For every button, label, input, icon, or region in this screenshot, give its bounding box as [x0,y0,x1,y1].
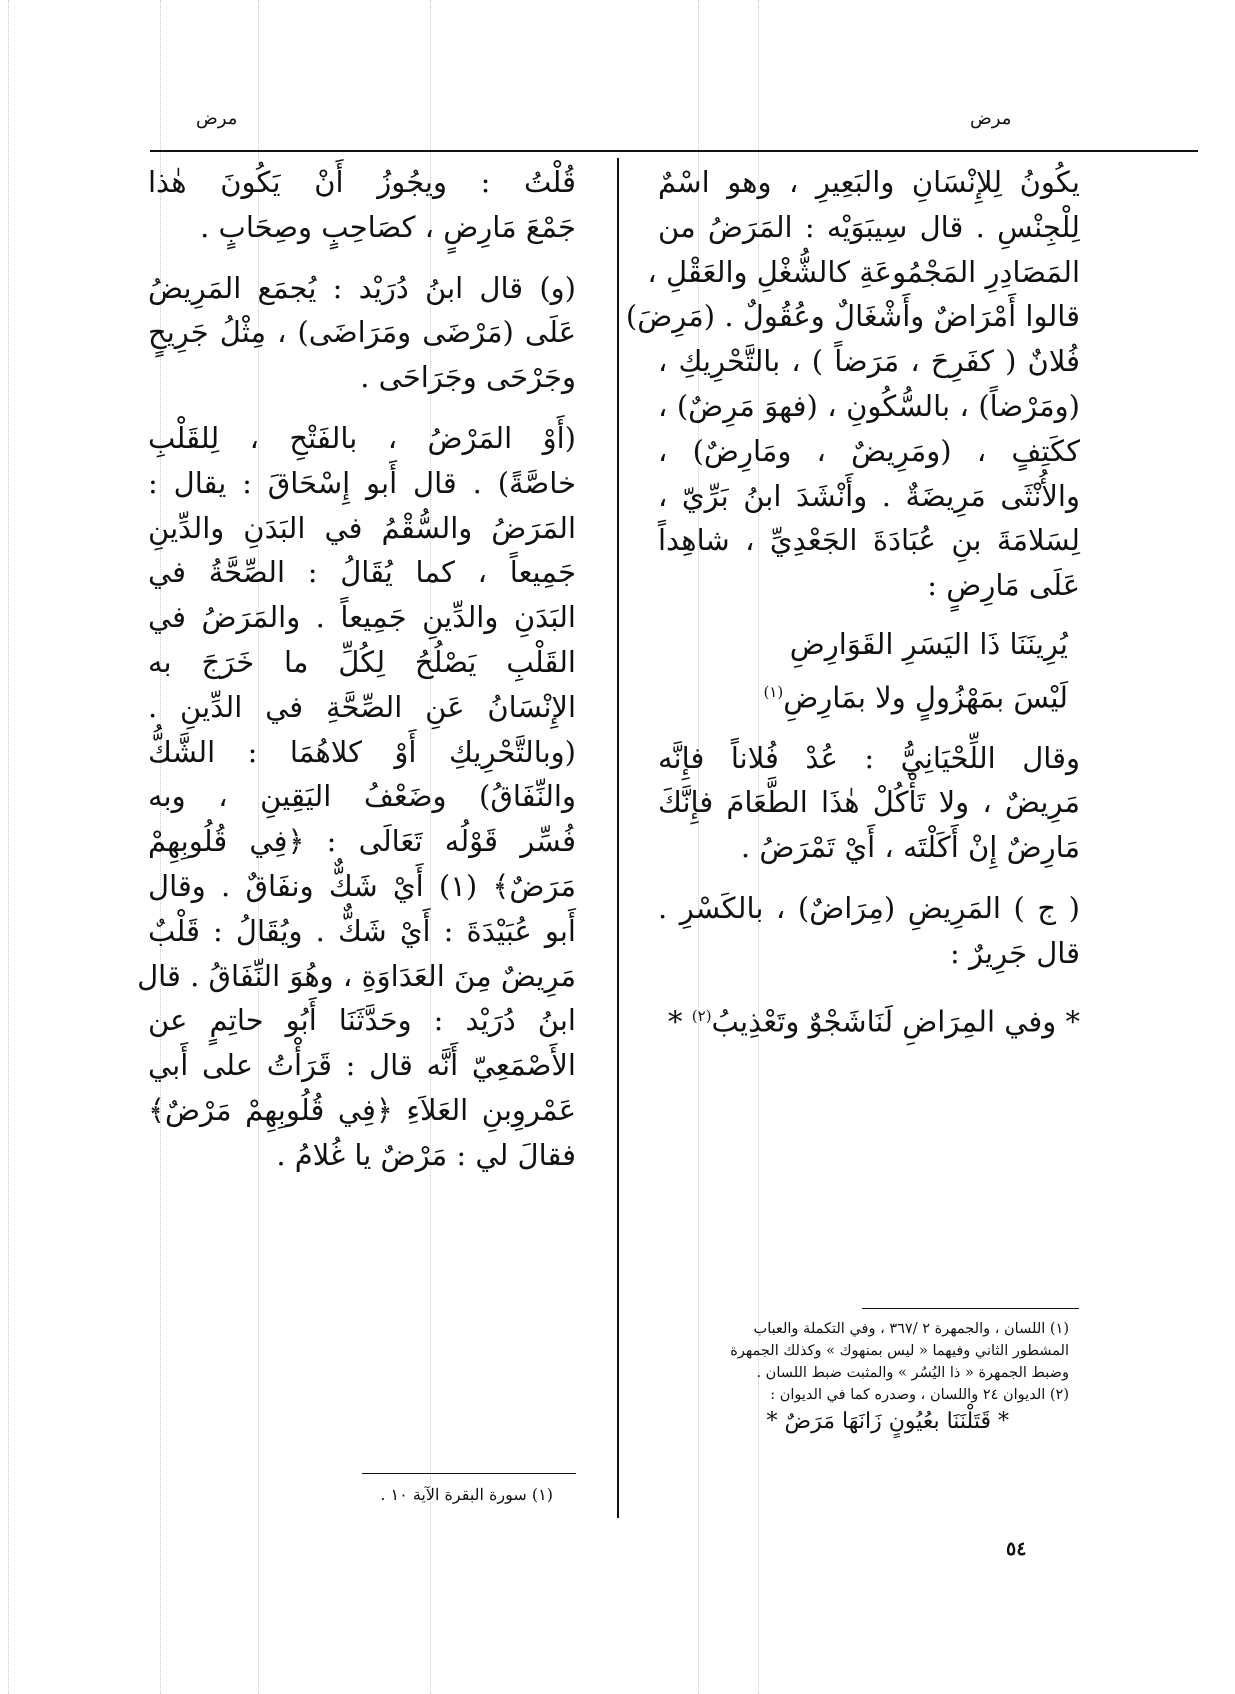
footnote-marker: (٢) [691,1006,712,1025]
text-line: قال جَرِيرٌ : [950,935,1080,970]
text-line: المَصَادِرِ المَجْمُوعَةِ كالشُّغْلِ والعَقْلِ ، [647,254,1080,289]
text-line: (و) قال ابنُ دُرَيْد : يُجمَع المَرِيضُ [148,270,576,305]
text-line: خاصَّةً) . قال أَبو إِسْحَاقَ : يقال : [148,465,576,500]
text-line: مَرِيضٌ مِنَ العَدَاوَةِ ، وهُوَ النِّفَاقُ . قال [137,958,576,993]
header-title-right: مرض [970,108,1012,129]
header-rule [150,150,1198,152]
text-line: عَلَى (مَرْضَى ومَرَاضَى) ، مِثْلُ جَرِيحٍ [148,315,576,350]
footnote-verse: * قَتَلْنَنَا بعُيُونٍ زَانَهَا مَرَضٌ * [766,1409,1009,1434]
header-title-left: مرض [196,108,238,129]
text-line: (وبالتَّحْرِيكِ أَوْ كلاهُمَا : الشَّكُّ [148,734,576,769]
poetry-quote [658,994,1080,1044]
text-line: (أَوْ المَرْضُ ، بالفَتْحِ ، لِلقَلْبِ [148,420,576,455]
verse-line-1: يُرِينَنَا ذَا اليَسَرِ القَوَارِضِ [789,626,1068,661]
text-line: والنِّفَاقُ) وضَعْفُ اليَقِينِ ، وبه [148,779,576,814]
text-line: ككَتِفٍ ، (ومَرِيضٌ ، ومَارِضٌ) ، [658,433,1080,468]
text-line: عَلَى مَارِضٍ : [927,568,1080,603]
text-line: مَارِضٌ إِنْ أَكَلْتَه ، أَيْ تَمْرَضُ . [740,830,1080,865]
paragraph-gap [148,250,576,266]
footnote-rule-left [362,1473,576,1474]
text-line: ( ج ) المَرِيضِ (مِرَاضٌ) ، بالكَسْرِ . [658,891,1080,926]
paragraph-gap [658,720,1080,736]
text-line: جَمْعَ مَارِضٍ ، كصَاحِبٍ وصِحَابٍ . [200,209,576,244]
text-line: فُسِّر قَوْلُه تَعَالَى : ﴿فِي قُلُوبِهِمْ [148,824,576,859]
text-line: وجَرْحَى وجَرَاحَى . [360,360,576,395]
footnotes-right [730,1318,1069,1438]
text-line: لِلْجِنْسِ . قال سِيبَوَيْه : المَرَضُ من [658,209,1080,244]
text-line: والأُنْثَى مَرِيضَةٌ . وأَنْشَدَ ابنُ بَرِّيّ ، [658,478,1080,513]
text-line: الأَصْمَعِيّ أَنَّه قال : قَرَأْتُ على أَبي [148,1048,576,1083]
text-line: قُلْتُ : ويجُوزُ أَنْ يَكُونَ هٰذا [148,165,576,199]
text-line: مَرِيضٌ ، ولا تَأْكُلْ هٰذَا الطَّعَامَ فإِنَّكَ [658,785,1080,820]
text-line: فقالَ لي : مَرْضٌ يا غُلامُ . [276,1137,576,1172]
text-line: الإِنْسَانُ عَنِ الصِّحَّةِ في الدِّينِ . [148,689,576,724]
text-line: (ومَرْضاً) ، بالسُّكُونِ ، (فهوَ مَرِضٌ) ، [658,388,1080,423]
quote-text: * وفي المِرَاضِ لَنَاشَجْوٌ وتَعْذِيبُ [711,1004,1080,1039]
text-line: وقال اللِّحْيَانِيُّ : عُدْ فُلاناً فإِنَّه [658,740,1080,775]
footnote-line: (١) اللسان ، والجمهرة ٢ /٣٦٧ ، وفي التكملة والعباب [753,1321,1069,1337]
right-column [625,160,1080,1043]
text-line: مَرَضٌ﴾ (١) أَيْ شَكٌّ ونفَاقٌ . وقال [148,868,576,903]
quote-end-star: * [668,1004,683,1039]
text-line: المَرَضُ والسُّقْمُ في البَدَنِ والدِّينِ [148,510,576,545]
text-line: لِسَلامَةَ بنِ عُبَادَةَ الجَعْدِيِّ ، شاهِداً [658,523,1080,558]
text-line: يكُونُ لِلإِنْسَانِ والبَعِيرِ ، وهو اسْمٌ [658,165,1080,199]
text-line: البَدَنِ والدِّينِ جَمِيعاً . والمَرَضُ في [148,600,576,635]
footnote-line: وضبط الجمهرة « ذا اليُسُر » والمثبت ضبط اللسان . [756,1365,1069,1381]
text-line: ابنُ دُرَيْد : وحَدَّثَنَا أَبُو حاتِمٍ عن [148,1003,576,1038]
page-number: ٥٤ [1006,1538,1027,1560]
column-separator [617,158,619,1518]
text-line: قالوا أَمْرَاضٌ وأَشْغَالٌ وعُقُولٌ . (مَرِضَ) [625,299,1080,334]
left-column [137,160,576,1178]
text-line: جَمِيعاً ، كما يُقَالُ : الصِّحَّةُ في [148,555,576,590]
paragraph-gap [148,400,576,416]
text-line: أَبو عُبَيْدَةَ : أَيْ شَكٌّ . ويُقَالُ : قَلْبٌ [148,913,576,948]
text-line: القَلْبِ يَصْلُحُ لِكُلِّ ما خَرَجَ به [148,644,576,679]
scan-guide-line [8,0,9,1694]
footnote-marker: (١) [763,682,784,701]
footnote-line: المشطور الثاني وفيهما « ليس بمنهوك » وكذلك الجمهرة [730,1343,1069,1359]
verse-line-2 [658,670,1080,720]
paragraph-gap [658,870,1080,886]
verse-text: لَيْسَ بمَهْزُولٍ ولا بمَارِضِ [783,680,1068,715]
footnote-left: (١) سورة البقرة الآية ١٠ . [380,1485,553,1504]
text-line: فُلانٌ ( كفَرِحَ ، مَرَضاً ) ، بالتَّحْرِيكِ ، [658,344,1080,379]
text-line: عَمْروِبنِ العَلاَءِ ﴿فِي قُلُوبِهِمْ مَرْضٌ﴾ [148,1092,576,1127]
footnote-rule-right [862,1308,1079,1309]
footnote-line: (٢) الديوان ٢٤ واللسان ، وصدره كما في الديوان : [770,1387,1069,1403]
